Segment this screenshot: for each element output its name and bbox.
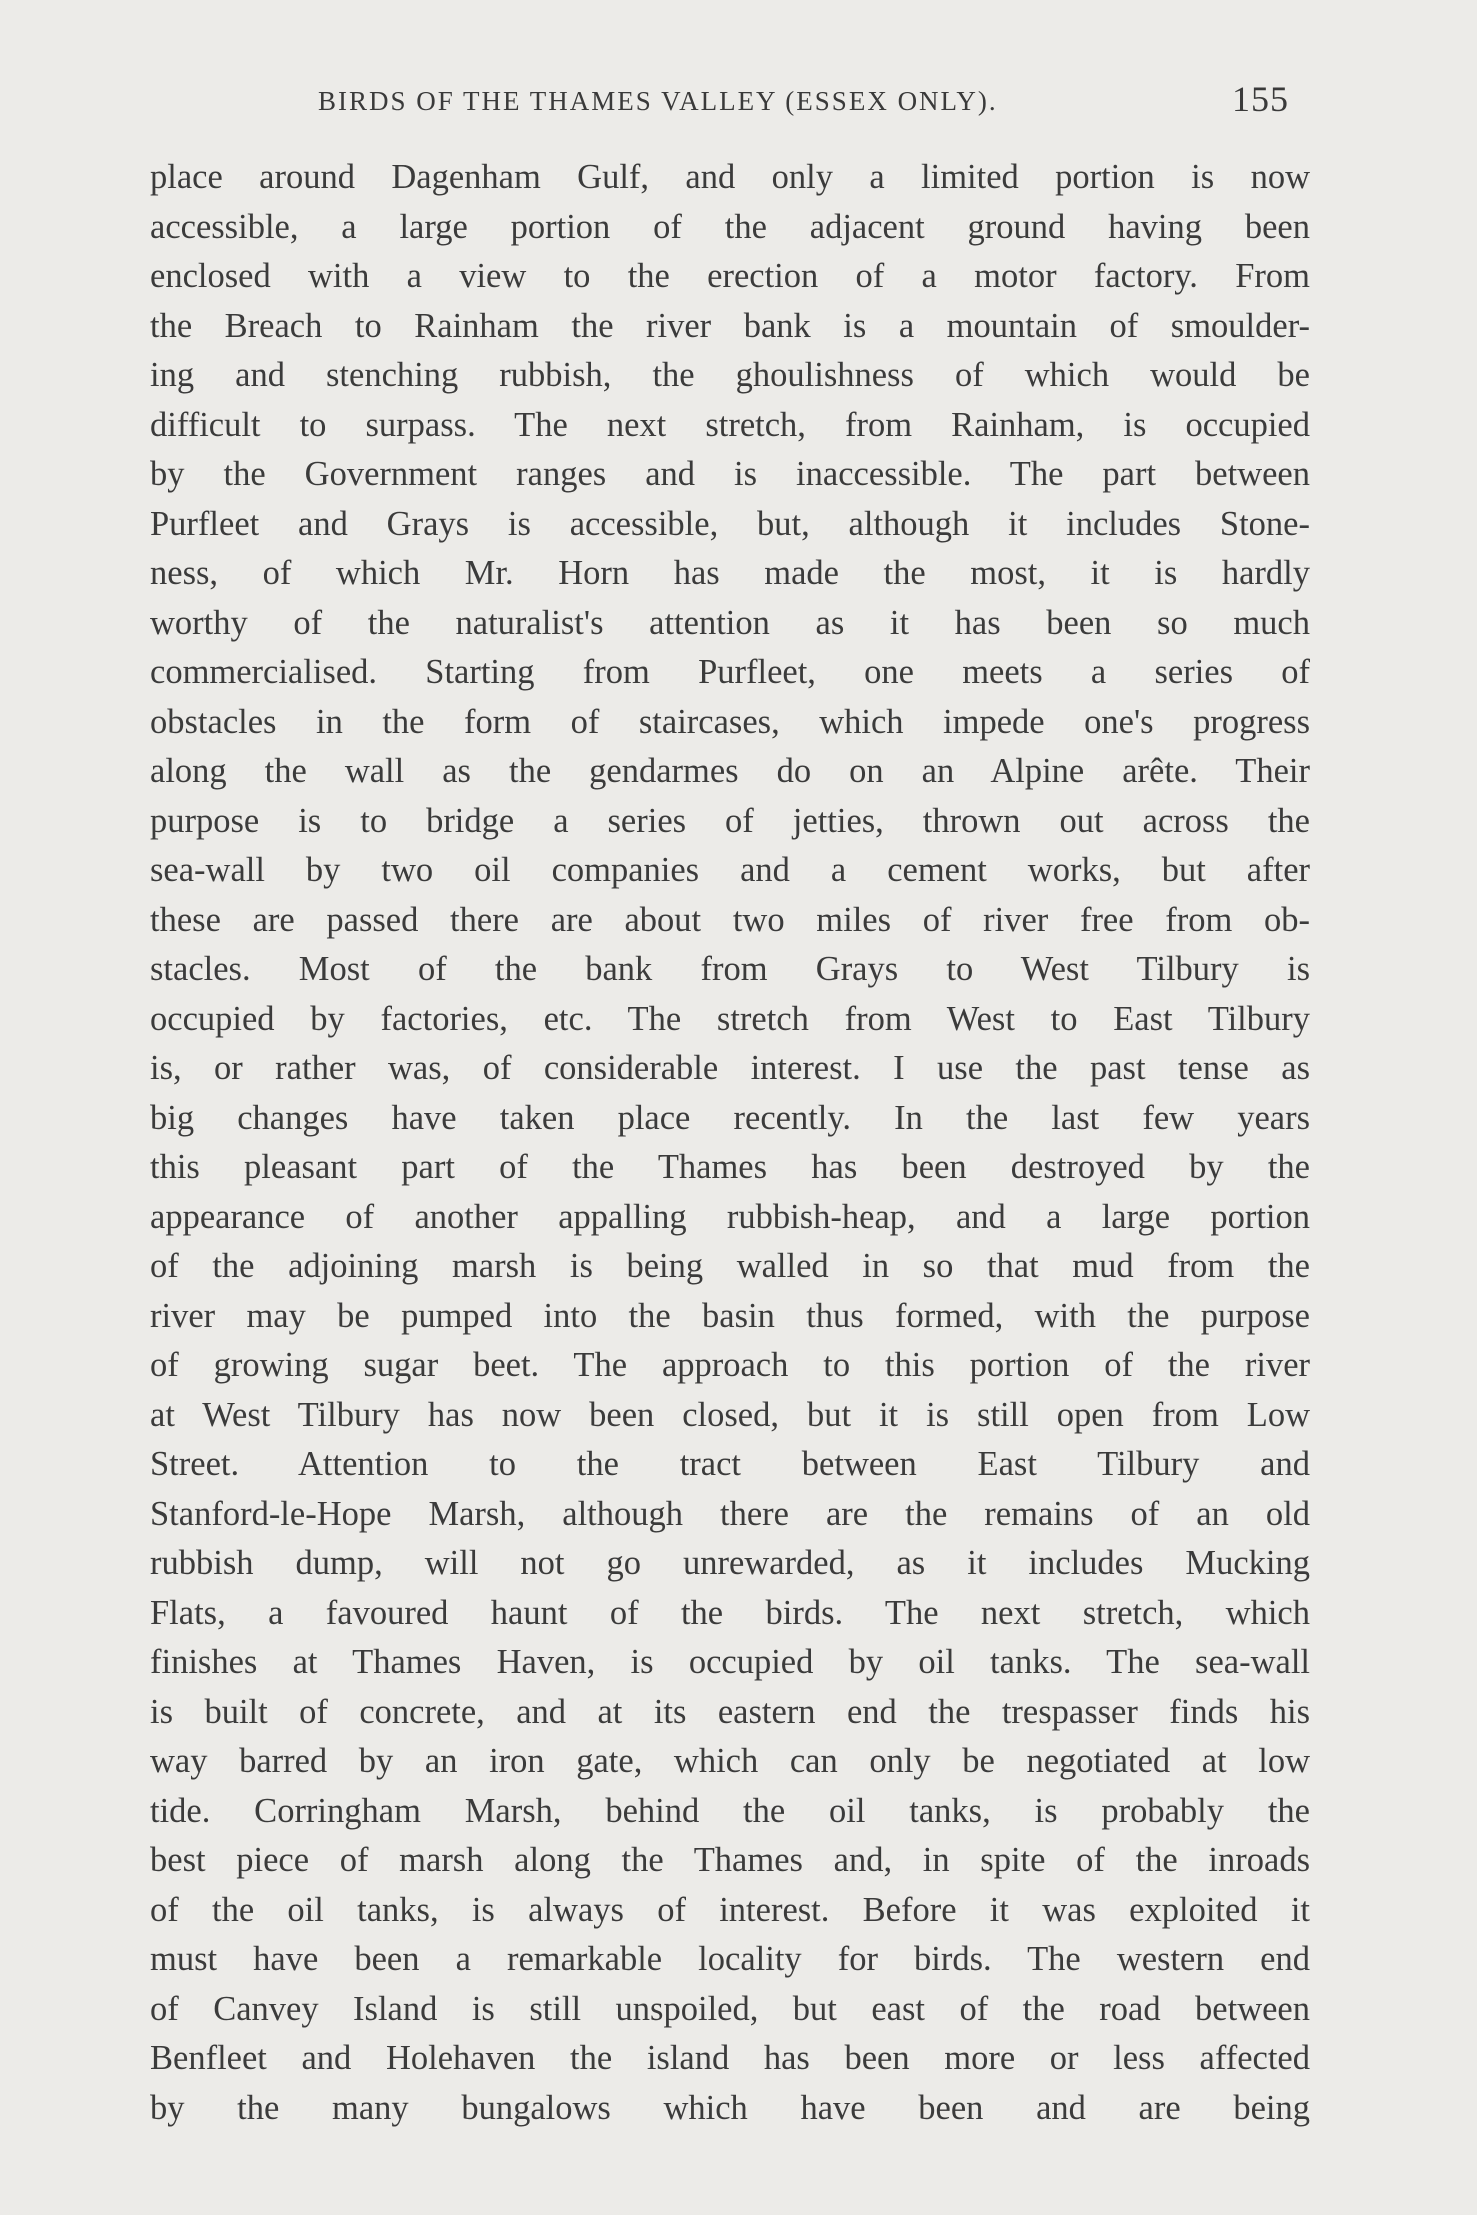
text-line: of the adjoining marsh is being walled in so that mud from the <box>150 1247 1310 1285</box>
body-text <box>150 153 1310 2133</box>
text-line: Stanford-le-Hope Marsh, although there are the remains of an old <box>150 1494 1310 1533</box>
text-line: big changes have taken place recently. In the last few years <box>150 1098 1310 1137</box>
text-line: of Canvey Island is still unspoiled, but east of the road between <box>150 1989 1310 2028</box>
text-line: enclosed with a view to the erection of a motor factory. From <box>150 257 1310 295</box>
page-number: 155 <box>1232 79 1289 119</box>
text-line: place around Dagenham Gulf, and only a limited portion is now <box>150 158 1310 196</box>
running-head <box>0 78 1477 138</box>
text-line: at West Tilbury has now been closed, but it is still open from Low <box>150 1395 1310 1434</box>
text-line: purpose is to bridge a series of jetties, thrown out across the <box>150 801 1310 840</box>
text-line: difficult to surpass. The next stretch, from Rainham, is occupied <box>150 405 1310 444</box>
text-line: these are passed there are about two miles of river free from ob- <box>150 900 1310 939</box>
text-line: is, or rather was, of considerable interest. I use the past tense as <box>150 1049 1310 1087</box>
text-line: accessible, a large portion of the adjacent ground having been <box>150 207 1310 246</box>
text-line: appearance of another appalling rubbish-heap, and a large portion <box>150 1197 1310 1236</box>
text-line: best piece of marsh along the Thames and, in spite of the inroads <box>150 1841 1310 1879</box>
text-line: occupied by factories, etc. The stretch from West to East Tilbury <box>150 999 1310 1038</box>
text-line: obstacles in the form of staircases, which impede one's progress <box>150 702 1310 741</box>
text-line: way barred by an iron gate, which can only be negotiated at low <box>150 1742 1310 1780</box>
text-line: along the wall as the gendarmes do on an Alpine arête. Their <box>150 752 1310 790</box>
text-line: of growing sugar beet. The approach to this portion of the river <box>150 1346 1310 1384</box>
text-line: ness, of which Mr. Horn has made the most, it is hardly <box>150 554 1310 592</box>
text-line: by the Government ranges and is inaccessible. The part between <box>150 455 1310 493</box>
text-line: commercialised. Starting from Purfleet, one meets a series of <box>150 653 1310 691</box>
text-line: worthy of the naturalist's attention as it has been so much <box>150 603 1310 642</box>
text-line: river may be pumped into the basin thus formed, with the purpose <box>150 1296 1310 1335</box>
text-line: finishes at Thames Haven, is occupied by oil tanks. The sea-wall <box>150 1643 1310 1681</box>
text-line: this pleasant part of the Thames has been destroyed by the <box>150 1148 1310 1186</box>
text-line: stacles. Most of the bank from Grays to West Tilbury is <box>150 950 1310 988</box>
text-line: ing and stenching rubbish, the ghoulishness of which would be <box>150 356 1310 394</box>
text-line: sea-wall by two oil companies and a cement works, but after <box>150 851 1310 889</box>
text-line: the Breach to Rainham the river bank is a mountain of smoulder- <box>150 306 1310 345</box>
text-line: of the oil tanks, is always of interest. Before it was exploited it <box>150 1890 1310 1929</box>
text-line: Street. Attention to the tract between East Tilbury and <box>150 1445 1310 1483</box>
text-line: Flats, a favoured haunt of the birds. The next stretch, which <box>150 1593 1310 1632</box>
text-line: is built of concrete, and at its eastern end the trespasser finds his <box>150 1692 1310 1731</box>
text-line: must have been a remarkable locality for birds. The western end <box>150 1940 1310 1978</box>
running-head-title: BIRDS OF THE THAMES VALLEY (ESSEX ONLY). <box>318 86 998 116</box>
text-line: tide. Corringham Marsh, behind the oil tanks, is probably the <box>150 1791 1310 1830</box>
text-line: Benfleet and Holehaven the island has been more or less affected <box>150 2039 1310 2077</box>
text-line: Purfleet and Grays is accessible, but, although it includes Stone- <box>150 504 1310 543</box>
text-line: by the many bungalows which have been and are being <box>150 2088 1310 2127</box>
text-line: rubbish dump, will not go unrewarded, as it includes Mucking <box>150 1544 1310 1582</box>
